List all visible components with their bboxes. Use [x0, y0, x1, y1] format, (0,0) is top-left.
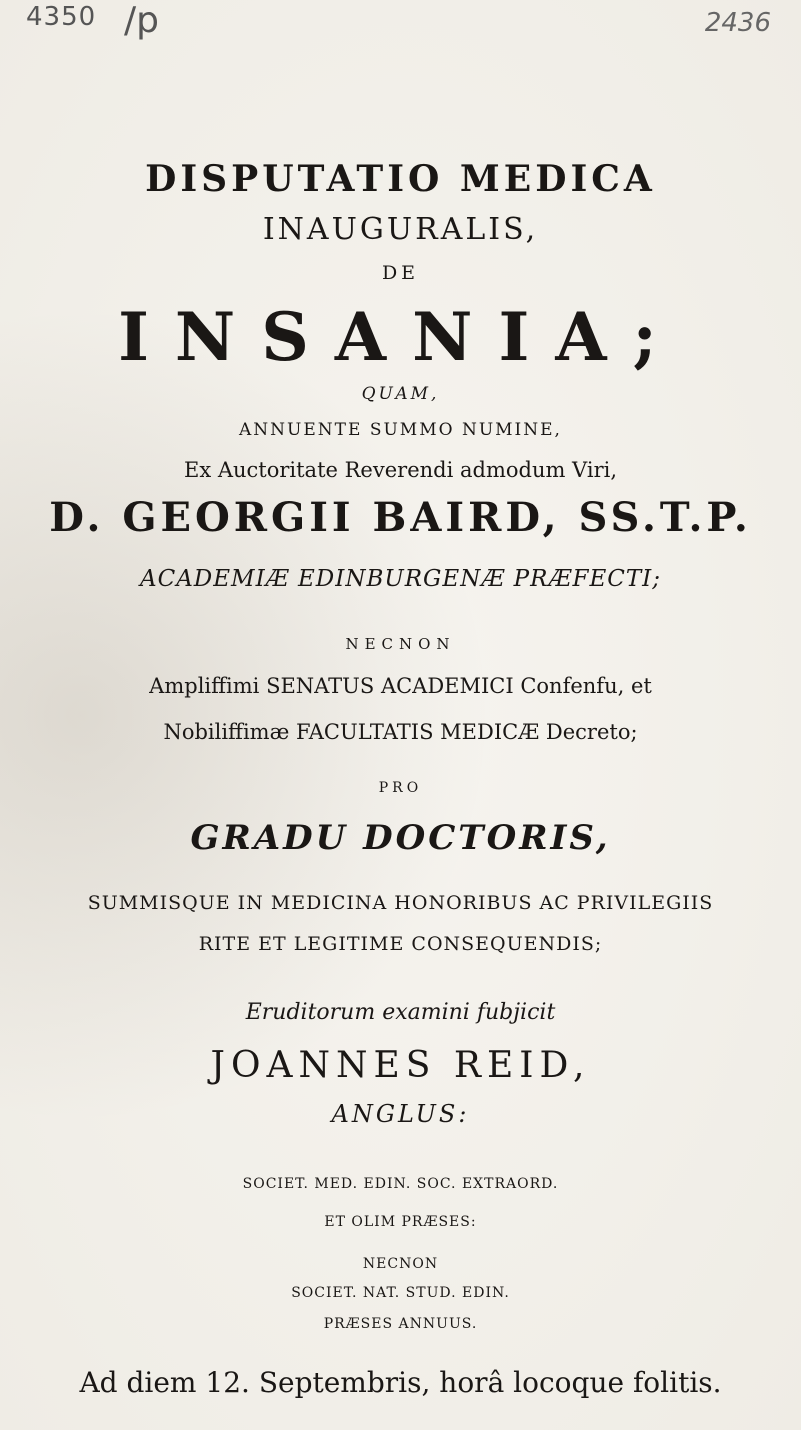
text-pro: PRO	[378, 780, 423, 796]
handwritten-note-slash: /p	[124, 0, 159, 41]
text-principal-name: D. GEORGII BAIRD, SS.T.P.	[49, 494, 752, 541]
text-quam: QUAM,	[361, 384, 440, 404]
text-author-name: JOANNES REID,	[210, 1045, 591, 1086]
text-societ-med: SOCIET. MED. EDIN. SOC. EXTRAORD.	[242, 1176, 559, 1192]
text-necnon-1: NECNON	[345, 635, 456, 653]
text-ad-diem: Ad diem 12. Septembris, horâ locoque folitis.	[79, 1366, 722, 1399]
text-eruditorum: Eruditorum examini fubjicit	[245, 1000, 556, 1025]
text-rite: RITE ET LEGITIME CONSEQUENDIS;	[198, 933, 603, 955]
handwritten-note-right: 2436	[704, 8, 771, 38]
text-societ-nat: SOCIET. NAT. STUD. EDIN.	[291, 1285, 510, 1301]
text-gradu-doctoris: GRADU DOCTORIS,	[190, 818, 611, 858]
text-academiae: ACADEMIÆ EDINBURGENÆ PRÆFECTI;	[139, 566, 662, 592]
handwritten-note-left: 4350	[26, 2, 97, 32]
text-auctoritate: Ex Auctoritate Reverendi admodum Viri,	[183, 458, 617, 482]
text-necnon-2: NECNON	[362, 1256, 439, 1272]
heading-subject: INSANIA;	[118, 298, 683, 376]
text-summisque: SUMMISQUE IN MEDICINA HONORIBUS AC PRIVILEGIIS	[87, 892, 714, 914]
text-praeses-annuus: PRÆSES ANNUUS.	[323, 1316, 478, 1332]
text-olim-praeses: ET OLIM PRÆSES:	[324, 1214, 477, 1230]
text-annuente: ANNUENTE SUMMO NUMINE,	[239, 420, 562, 440]
text-anglus: ANGLUS:	[331, 1100, 470, 1128]
heading-de: DE	[381, 262, 420, 284]
text-senatus: Ampliffimi SENATUS ACADEMICI Confenfu, et	[149, 674, 652, 698]
heading-disputatio: DISPUTATIO MEDICA	[145, 158, 656, 200]
text-facultatis: Nobiliffimæ FACULTATIS MEDICÆ Decreto;	[163, 720, 638, 744]
heading-inauguralis: INAUGURALIS,	[262, 212, 539, 247]
